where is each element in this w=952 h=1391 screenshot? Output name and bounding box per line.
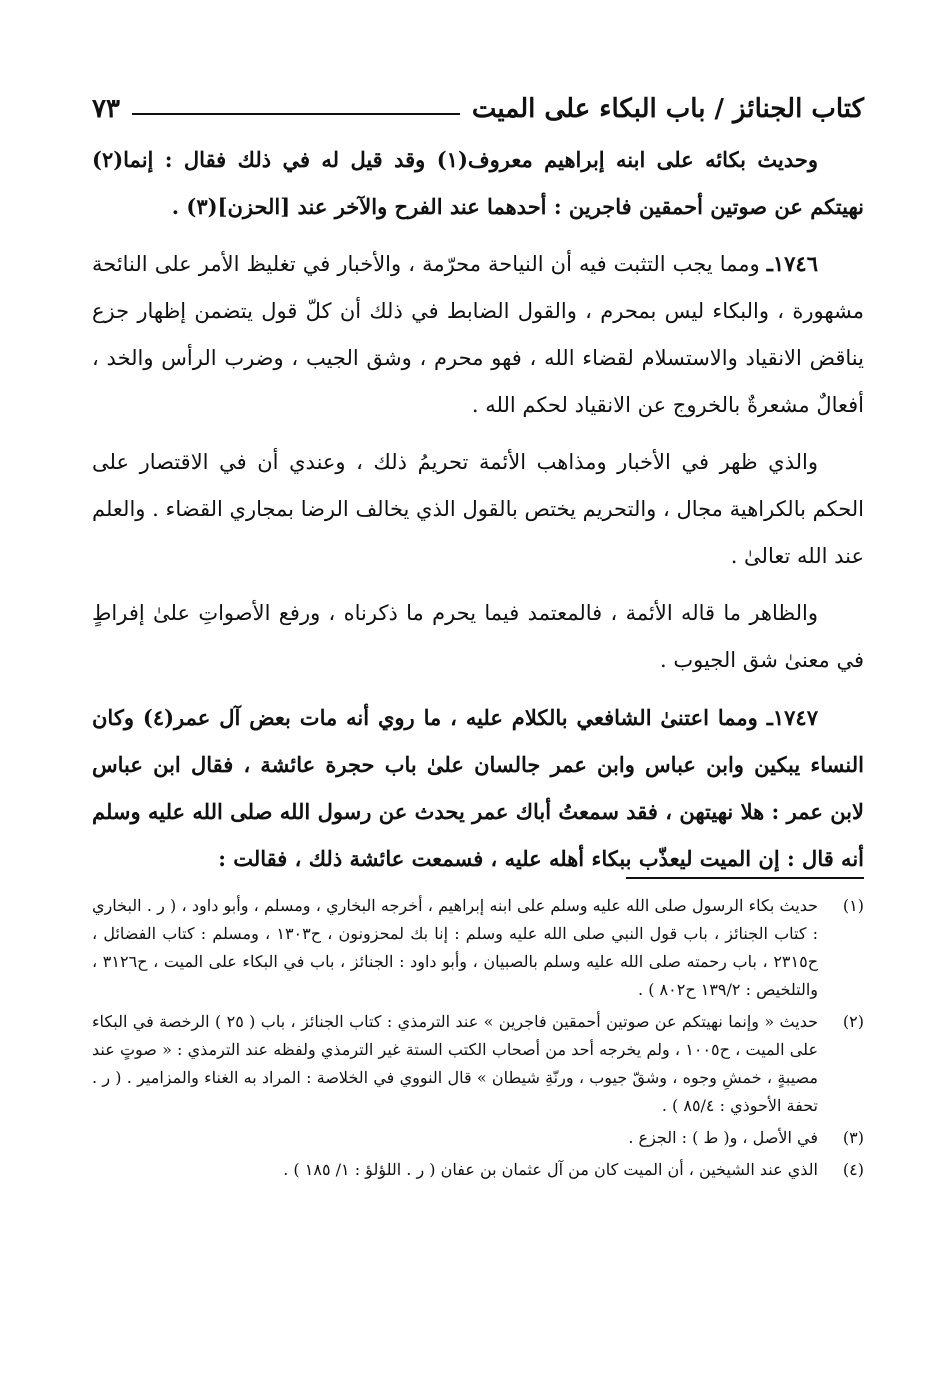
paragraph — [92, 439, 864, 580]
header-rule — [132, 113, 460, 115]
paragraph-text: والذي ظهر في الأخبار ومذاهب الأئمة تحريمُ ذلك ، وعندي أن في الاقتصار على الحكم بالكراهية مجال ، والتحريم يختص بالقول الذي يخالف الرضا بمجاري القضاء . والعلم عند الله تعالىٰ . — [92, 450, 864, 568]
footnote-marker: (٣) — [842, 1128, 864, 1147]
footnote — [92, 1008, 864, 1120]
footnote — [92, 892, 864, 1004]
numbered-paragraph — [92, 240, 864, 429]
page-number: ٧٣ — [92, 94, 120, 124]
footnote — [92, 1124, 864, 1152]
footnote-marker: (٤) — [842, 1160, 864, 1179]
paragraph-number: ١٧٤٦ـ — [766, 251, 818, 276]
running-header — [92, 84, 864, 124]
paragraph-text: والظاهر ما قاله الأئمة ، فالمعتمد فيما يحرم ما ذكرناه ، ورفع الأصواتِ علىٰ إفراطٍ في معنىٰ شق الجيوب . — [92, 601, 864, 672]
footnote-text: حديث بكاء الرسول صلى الله عليه وسلم على ابنه إبراهيم ، أخرجه البخاري ، ومسلم ، وأبو داود ، ( ر . البخاري : كتاب الجنائز ، باب قول النبي صلى الله عليه وسلم : إنا بك لمحزونون ، ح١٣٠٣ ، ومسلم : كتاب الفضائل ، ح٢٣١٥ ، باب رحمته صلى الله عليه وسلم بالصبيان ، وأبو داود : الجنائز ، باب في البكاء على الميت ، ح٣١٢٦ ، والتلخيص : ١٣٩/٢ ح٨٠٢ ) . — [92, 896, 819, 999]
main-text — [92, 136, 864, 892]
footnote-text: حديث « وإنما نهيتكم عن صوتين أحمقين فاجرين » عند الترمذي : كتاب الجنائز ، باب ( ٢٥ ) الرخصة في البكاء على الميت ، ح١٠٠٥ ، ولم يخرجه أحد من أصحاب الكتب الستة غير الترمذي ولفظه عند الترمذي : « صوتٍ عند مصيبةٍ ، خمشِ وجوه ، وشقّ جيوب ، ورنّةِ شيطان » قال النووي في الخلاصة : المراد به الغناء والمزامير . ( ر . تحفة الأحوذي : ٨٥/٤ ) . — [92, 1012, 818, 1115]
paragraph-number: ١٧٤٧ـ — [766, 705, 818, 730]
footnote — [92, 1156, 864, 1184]
footnote-text: الذي عند الشيخين ، أن الميت كان من آل عثمان بن عفان ( ر . اللؤلؤ : ١/ ١٨٥ ) . — [283, 1160, 818, 1179]
footnote-separator — [626, 877, 864, 879]
paragraph-text: وحديث بكائه على ابنه إبراهيم معروف(١) وقد قيل له في ذلك فقال : إنما(٢) نهيتكم عن صوتين أحمقين فاجرين : أحدهما عند الفرح والآخر عند [الحزن](٣) . — [92, 147, 864, 219]
numbered-paragraph — [92, 694, 864, 882]
footnote-marker: (٢) — [842, 1012, 864, 1031]
chapter-title: كتاب الجنائز / باب البكاء على الميت — [471, 94, 864, 124]
paragraph — [92, 136, 864, 230]
paragraph-text: ومما يجب التثبت فيه أن النياحة محرّمة ، والأخبار في تغليظ الأمر على النائحة مشهورة ، والبكاء ليس بمحرم ، والقول الضابط في ذلك أن كلّ قول يتضمن إظهار جزع يناقض الانقياد والاستسلام لقضاء الله ، فهو محرم ، وشق الجيب ، وضرب الرأس والخد ، أفعالٌ مشعرةٌ بالخروج عن الانقياد لحكم الله . — [92, 252, 864, 417]
footnote-text: في الأصل ، و( ط ) : الجزع . — [628, 1128, 818, 1147]
footnotes — [92, 892, 864, 1188]
paragraph-text: ومما اعتنىٰ الشافعي بالكلام عليه ، ما روي أنه مات بعض آل عمر(٤) وكان النساء يبكين وابن عباس وابن عمر جالسان علىٰ باب حجرة عائشة ، فقال ابن عباس لابن عمر : هلا نهيتهن ، فقد سمعتُ أباك عمر يحدث عن رسول الله صلى الله عليه وسلم أنه قال : إن الميت ليعذّب ببكاء أهله عليه ، فسمعت عائشة ذلك ، فقالت : — [92, 705, 864, 871]
paragraph — [92, 590, 864, 684]
footnote-marker: (١) — [842, 896, 864, 915]
